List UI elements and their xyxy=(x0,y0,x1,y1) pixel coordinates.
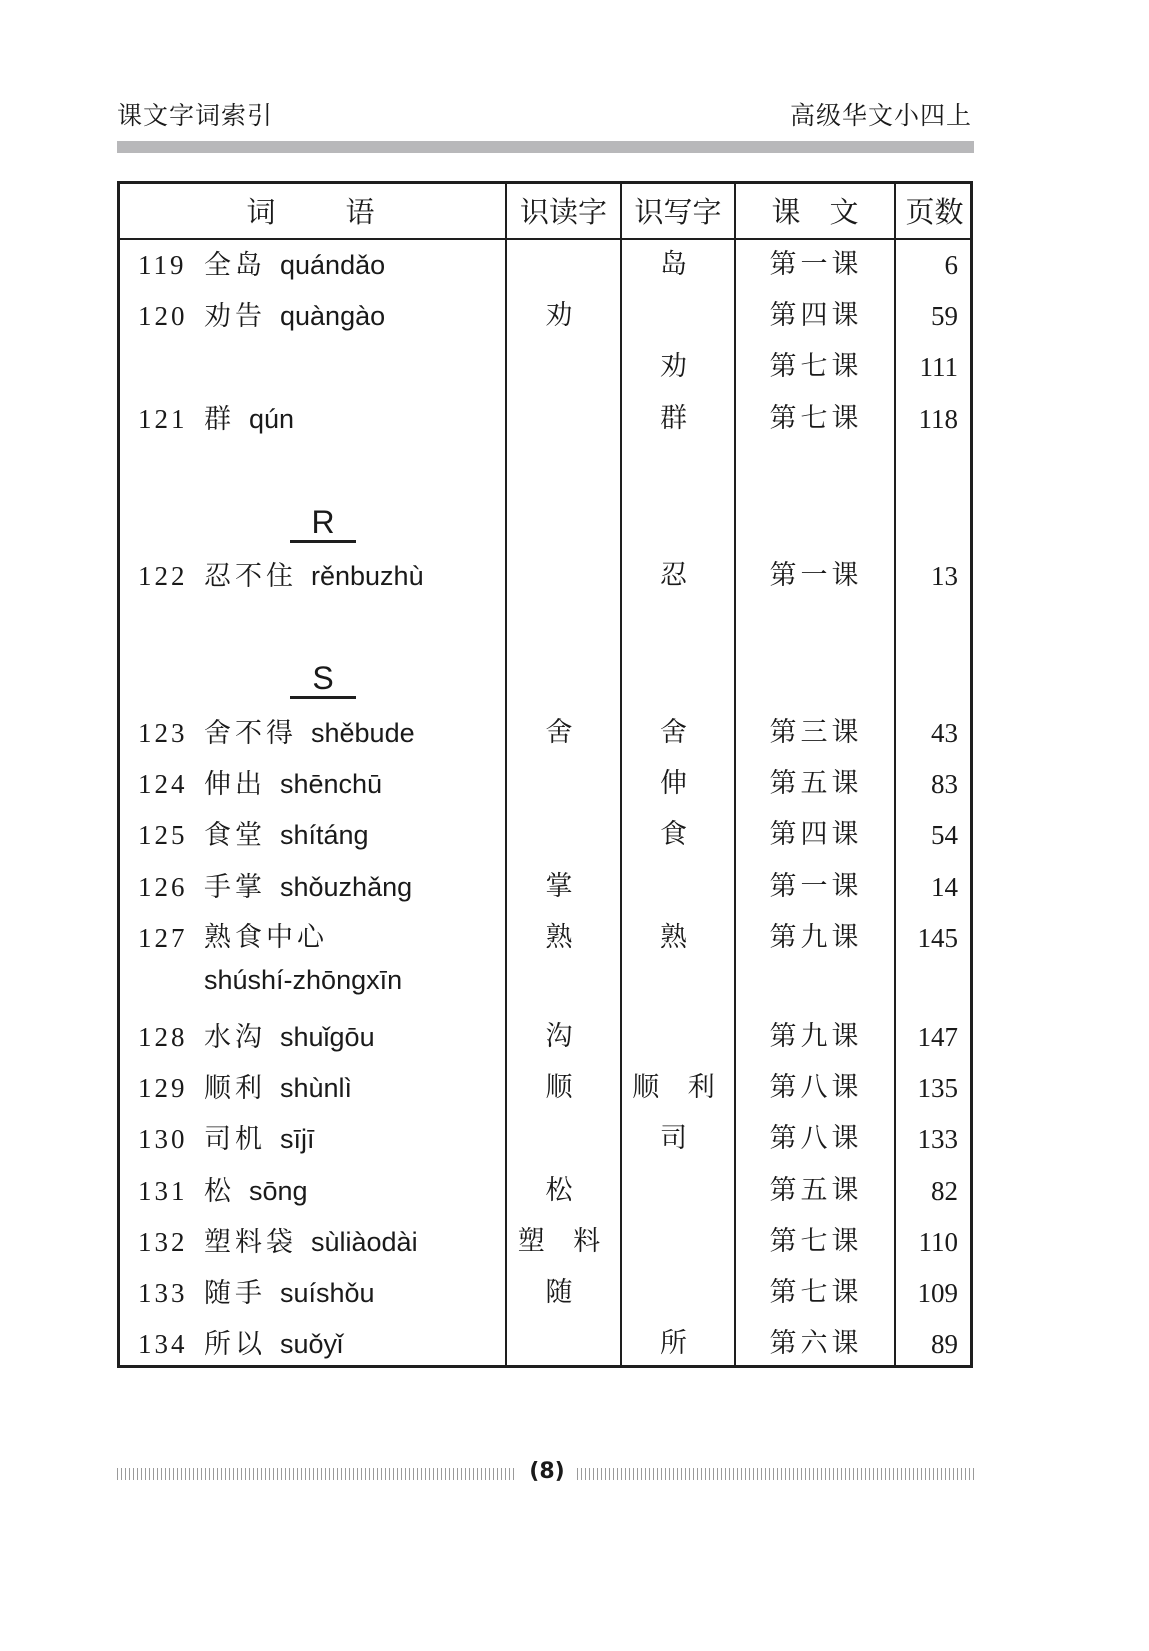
lesson: 第七课 xyxy=(769,351,863,382)
page-number: 133 xyxy=(917,1124,958,1154)
write-chars: 群 xyxy=(660,403,697,434)
page-number: 54 xyxy=(931,820,958,850)
entry-pinyin: shǒuzhǎng xyxy=(280,872,413,902)
entry-word: 熟食中心 xyxy=(204,922,328,953)
lesson: 第四课 xyxy=(769,819,863,850)
column-header-read-chars: 识读字 xyxy=(519,195,607,229)
entry-word: 塑料袋 sùliàodài xyxy=(204,1227,418,1258)
entry-pinyin: sùliàodài xyxy=(311,1227,418,1257)
write-chars: 岛 xyxy=(660,249,697,280)
entry-pinyin: suíshǒu xyxy=(280,1278,375,1308)
entry-number: 127 xyxy=(138,923,188,953)
read-chars: 随 xyxy=(545,1277,583,1308)
entry-word: 松 sōng xyxy=(204,1176,308,1207)
entry-number: 122 xyxy=(138,561,188,591)
table-row xyxy=(120,764,970,804)
lesson: 第七课 xyxy=(769,1277,863,1308)
footer-rule-left xyxy=(117,1468,515,1480)
entry-word: 忍不住 rěnbuzhù xyxy=(204,561,424,592)
write-chars: 劝 xyxy=(660,351,697,382)
entry-word: 全岛 quándǎo xyxy=(204,250,386,281)
table-row xyxy=(120,245,970,285)
entry-number: 129 xyxy=(138,1073,188,1103)
lesson: 第四课 xyxy=(769,300,863,331)
section-letter-r: R xyxy=(290,504,356,543)
entry-number: 132 xyxy=(138,1227,188,1257)
table-row xyxy=(120,296,970,336)
entry-word: 舍不得 shěbude xyxy=(204,718,415,749)
table-row xyxy=(120,1017,970,1057)
entry-word: 群 qún xyxy=(204,404,295,435)
write-chars: 熟 xyxy=(660,922,697,953)
table-row xyxy=(120,867,970,907)
page-number: 6 xyxy=(944,250,958,280)
table-row xyxy=(120,399,970,439)
write-chars: 顺 利 xyxy=(632,1072,725,1103)
entry-pinyin: rěnbuzhù xyxy=(311,561,424,591)
lesson: 第五课 xyxy=(769,1175,863,1206)
entry-word: 伸出 shēnchū xyxy=(204,769,383,800)
table-row xyxy=(120,815,970,855)
page-number: 135 xyxy=(917,1073,958,1103)
entry-pinyin: shěbude xyxy=(311,718,415,748)
running-header-left: 课文字词索引 xyxy=(117,101,274,130)
entry-word: 司机 sījī xyxy=(204,1124,315,1155)
entry-word: 水沟 shuǐgōu xyxy=(204,1022,375,1053)
page-footer xyxy=(117,1459,974,1485)
read-chars: 沟 xyxy=(545,1021,583,1052)
entry-number: 119 xyxy=(138,250,187,280)
read-chars: 顺 xyxy=(545,1072,583,1103)
page-number: 83 xyxy=(931,769,958,799)
entry-number: 121 xyxy=(138,404,188,434)
lesson: 第七课 xyxy=(769,1226,863,1257)
lesson: 第五课 xyxy=(769,768,863,799)
read-chars: 舍 xyxy=(545,717,583,748)
entry-pinyin: sījī xyxy=(280,1124,315,1154)
page-number: 59 xyxy=(931,301,958,331)
entry-pinyin: quándǎo xyxy=(280,250,386,280)
entry-number: 125 xyxy=(138,820,188,850)
write-chars: 司 xyxy=(660,1123,697,1154)
lesson: 第三课 xyxy=(769,717,863,748)
entry-number: 130 xyxy=(138,1124,188,1154)
section-letter-s: S xyxy=(290,660,356,699)
page-number-label: (8) xyxy=(529,1459,565,1484)
page-number: 43 xyxy=(931,718,958,748)
lesson: 第九课 xyxy=(769,922,863,953)
entry-number: 120 xyxy=(138,301,188,331)
entry-pinyin: quàngào xyxy=(280,301,386,331)
entry-number: 134 xyxy=(138,1329,188,1359)
page-number: 82 xyxy=(931,1176,958,1206)
lesson: 第八课 xyxy=(769,1123,863,1154)
entry-pinyin: shuǐgōu xyxy=(280,1022,375,1052)
page-number: 147 xyxy=(917,1022,958,1052)
entry-pinyin: suǒyǐ xyxy=(280,1329,344,1359)
entry-word: 所以 suǒyǐ xyxy=(204,1329,344,1360)
page-number: 145 xyxy=(917,923,958,953)
page-number: 111 xyxy=(919,352,958,382)
lesson: 第七课 xyxy=(769,403,863,434)
page-number: 14 xyxy=(931,872,958,902)
table-row xyxy=(120,347,970,387)
table-row xyxy=(120,1171,970,1211)
entry-number: 133 xyxy=(138,1278,188,1308)
header-row-divider xyxy=(120,238,970,240)
table-row xyxy=(120,1324,970,1364)
column-header-page: 页数 xyxy=(905,195,964,229)
entry-pinyin: shúshí-zhōngxīn xyxy=(204,965,403,995)
table-row xyxy=(120,1222,970,1262)
entry-number: 131 xyxy=(138,1176,188,1206)
table-row xyxy=(120,1119,970,1159)
entry-pinyin: sōng xyxy=(249,1176,308,1206)
entry-word: 劝告 quàngào xyxy=(204,301,386,332)
read-chars: 劝 xyxy=(545,300,583,331)
entry-word: 顺利 shùnlì xyxy=(204,1073,353,1104)
footer-rule-right xyxy=(577,1468,974,1480)
lesson: 第一课 xyxy=(769,560,863,591)
lesson: 第八课 xyxy=(769,1072,863,1103)
entry-number: 123 xyxy=(138,718,188,748)
header-divider-bar xyxy=(117,141,974,153)
write-chars: 伸 xyxy=(660,768,697,799)
write-chars: 忍 xyxy=(660,560,697,591)
entry-word: 随手 suíshǒu xyxy=(204,1278,375,1309)
column-header-lesson: 课 文 xyxy=(771,195,859,229)
entry-number: 124 xyxy=(138,769,188,799)
lesson: 第一课 xyxy=(769,249,863,280)
table-row xyxy=(120,713,970,753)
page-number: 118 xyxy=(918,404,958,434)
running-header-right: 高级华文小四上 xyxy=(789,101,972,130)
write-chars: 所 xyxy=(660,1328,697,1359)
entry-pinyin: shùnlì xyxy=(280,1073,353,1103)
entry-word: 食堂 shítáng xyxy=(204,820,369,851)
entry-pinyin: shítáng xyxy=(280,820,369,850)
page-number: 13 xyxy=(931,561,958,591)
page-number: 89 xyxy=(931,1329,958,1359)
table-row xyxy=(120,1068,970,1108)
word-index-table xyxy=(117,181,973,1368)
table-row xyxy=(120,556,970,596)
entry-number: 126 xyxy=(138,872,188,902)
lesson: 第六课 xyxy=(769,1328,863,1359)
column-header-word: 词 语 xyxy=(246,195,379,229)
read-chars: 塑 料 xyxy=(517,1226,611,1257)
table-row xyxy=(120,918,970,958)
entry-number: 128 xyxy=(138,1022,188,1052)
read-chars: 松 xyxy=(545,1175,583,1206)
entry-word: 手掌 shǒuzhǎng xyxy=(204,872,413,903)
read-chars: 掌 xyxy=(545,871,583,902)
page-number: 109 xyxy=(917,1278,958,1308)
lesson: 第九课 xyxy=(769,1021,863,1052)
write-chars: 舍 xyxy=(660,717,697,748)
column-header-write-chars: 识写字 xyxy=(634,195,722,229)
entry-pinyin: shēnchū xyxy=(280,769,383,799)
read-chars: 熟 xyxy=(545,922,583,953)
page-number: 110 xyxy=(918,1227,958,1257)
table-row-continuation xyxy=(120,960,970,1000)
table-row xyxy=(120,1273,970,1313)
lesson: 第一课 xyxy=(769,871,863,902)
entry-pinyin: qún xyxy=(249,404,295,434)
write-chars: 食 xyxy=(660,819,697,850)
